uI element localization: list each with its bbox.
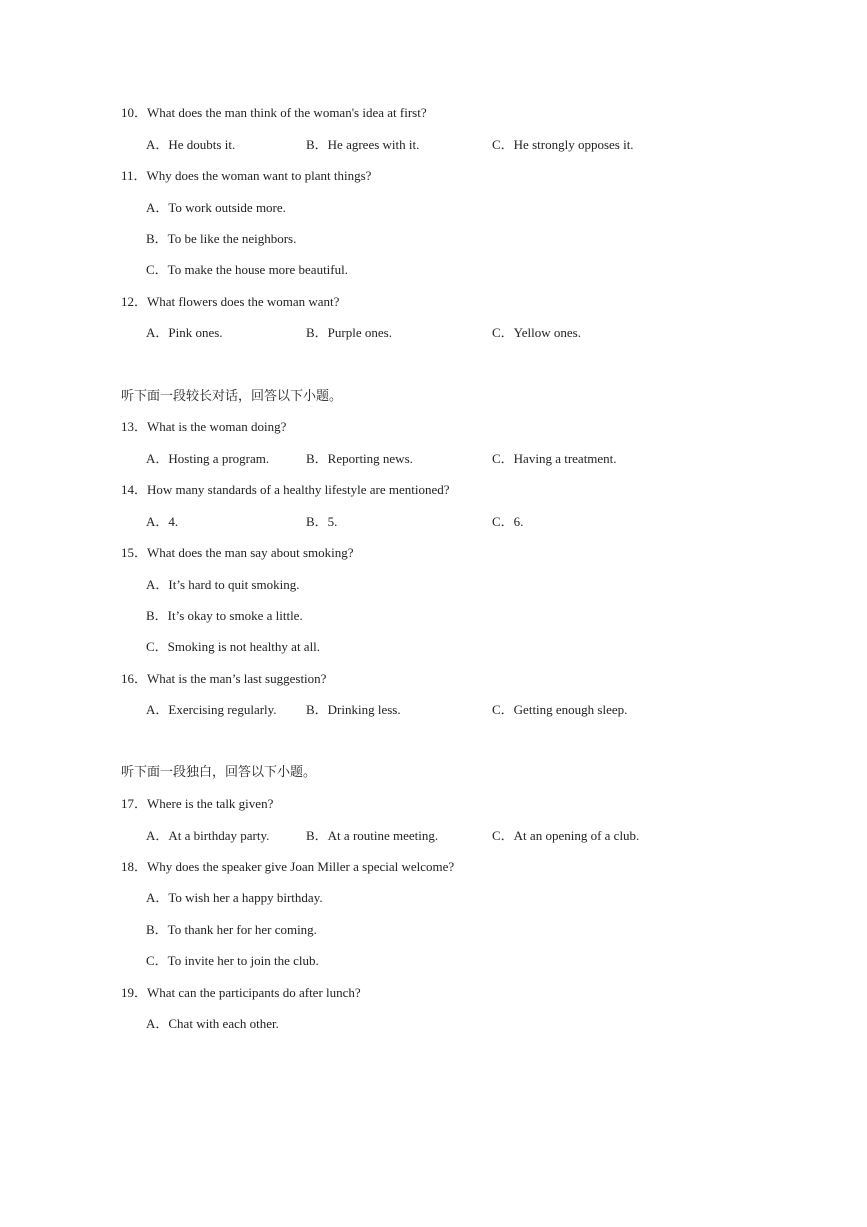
section-instruction-monologue: 听下面一段独白，回答以下小题。 <box>121 764 317 779</box>
question-12-stem: 12．What flowers does the woman want? <box>121 294 340 309</box>
question-15-option-c: C．Smoking is not healthy at all. <box>146 639 321 654</box>
question-19-option-a: A．Chat with each other. <box>146 1016 279 1031</box>
question-10-option-c: C．He strongly opposes it. <box>492 137 634 152</box>
question-11-option-b: B．To be like the neighbors. <box>146 231 297 246</box>
question-18-option-b: B．To thank her for her coming. <box>146 922 317 937</box>
question-15-stem: 15．What does the man say about smoking? <box>121 545 354 560</box>
question-17-option-c: C．At an opening of a club. <box>492 828 640 843</box>
question-18-option-a: A．To wish her a happy birthday. <box>146 890 323 905</box>
question-18-option-c: C．To invite her to join the club. <box>146 953 319 968</box>
question-12-option-b: B．Purple ones. <box>306 325 392 340</box>
question-13-option-c: C．Having a treatment. <box>492 451 617 466</box>
question-16-option-b: B．Drinking less. <box>306 702 401 717</box>
question-18-stem: 18．Why does the speaker give Joan Miller a special welcome? <box>121 859 455 874</box>
question-13-stem: 13．What is the woman doing? <box>121 419 287 434</box>
question-15-option-a: A．It’s hard to quit smoking. <box>146 577 300 592</box>
question-14-stem: 14．How many standards of a healthy lifestyle are mentioned? <box>121 482 450 497</box>
question-13-option-b: B．Reporting news. <box>306 451 413 466</box>
question-17-option-a: A．At a birthday party. <box>146 828 270 843</box>
question-14-option-c: C．6. <box>492 514 524 529</box>
question-16-option-a: A．Exercising regularly. <box>146 702 277 717</box>
question-15-option-b: B．It’s okay to smoke a little. <box>146 608 303 623</box>
question-10-option-a: A．He doubts it. <box>146 137 236 152</box>
question-17-option-b: B．At a routine meeting. <box>306 828 439 843</box>
question-14-option-a: A．4. <box>146 514 179 529</box>
question-11-stem: 11．Why does the woman want to plant things? <box>121 168 372 183</box>
question-13-option-a: A．Hosting a program. <box>146 451 270 466</box>
question-11-option-a: A．To work outside more. <box>146 200 286 215</box>
question-17-stem: 17．Where is the talk given? <box>121 796 274 811</box>
question-19-stem: 19．What can the participants do after lunch? <box>121 985 361 1000</box>
section-instruction-dialogue: 听下面一段较长对话，回答以下小题。 <box>121 388 343 403</box>
question-14-option-b: B．5. <box>306 514 338 529</box>
question-16-option-c: C．Getting enough sleep. <box>492 702 628 717</box>
question-12-option-c: C．Yellow ones. <box>492 325 581 340</box>
question-10-stem: 10．What does the man think of the woman's idea at first? <box>121 105 427 120</box>
question-11-option-c: C．To make the house more beautiful. <box>146 262 348 277</box>
question-10-option-b: B．He agrees with it. <box>306 137 420 152</box>
question-16-stem: 16．What is the man’s last suggestion? <box>121 671 327 686</box>
question-12-option-a: A．Pink ones. <box>146 325 223 340</box>
